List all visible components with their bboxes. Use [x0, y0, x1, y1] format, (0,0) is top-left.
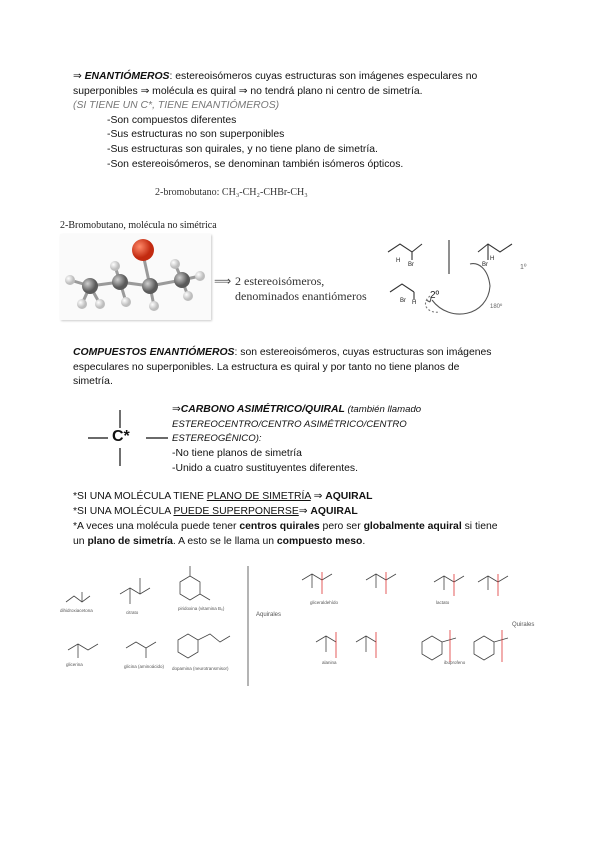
molecule-caption: piridoxina (vitamina B₆)	[178, 606, 225, 611]
chiral-label: Quirales	[512, 622, 535, 628]
molecule-caption: dopamina (neurotransmisor)	[172, 666, 229, 671]
superposable-rule: *SI UNA MOLÉCULA PUEDE SUPERPONERSE⇒ AQUIRAL	[73, 506, 358, 517]
symmetry-plane-rule: *SI UNA MOLÉCULA TIENE PLANO DE SIMETRÍA ⇒ AQUIRAL	[73, 491, 373, 502]
molecule-caption: lactato	[436, 600, 450, 605]
chiral-carbon-note: (SI TIENE UN C*, TIENE ENANTIÓMEROS)	[73, 100, 280, 111]
enantiomeric-compounds-line2: especulares no superponibles. La estructura es quiral y por tanto no tiene planos de	[73, 362, 460, 373]
chiral-carbon-title: CARBONO ASIMÉTRICO/QUIRAL	[180, 404, 345, 415]
meso-explanation-line1: *A veces una molécula puede tener centros quirales pero ser globalmente aquiral si tiene	[73, 521, 498, 532]
bullet-item: -Son estereoisómeros, se denominan también isómeros ópticos.	[107, 159, 404, 170]
br-label: Br	[400, 298, 406, 304]
enantiomeric-compounds-term: COMPUESTOS ENANTIÓMEROS	[73, 347, 235, 358]
molecule-caption: dihidroxiacetona	[60, 608, 93, 613]
rotation-2-label: 2º	[430, 290, 440, 301]
enantiomers-definition-line2: superponibles ⇒ molécula es quiral ⇒ no tendrá plano ni centro de simetría.	[73, 86, 423, 97]
h-label: H	[412, 300, 417, 306]
enantiomeric-compounds-line1: COMPUESTOS ENANTIÓMEROS: son estereoisómeros, cuyas estructuras son imágenes	[73, 347, 492, 358]
bullet-item: -Son compuestos diferentes	[107, 115, 237, 126]
molecule-caption: ibuprofeno	[444, 660, 466, 665]
meso-explanation-line2: un plano de simetría. A esto se le llama un compuesto meso.	[73, 536, 366, 547]
bullet-item: -Sus estructuras son quirales, y no tiene plano de simetría.	[107, 144, 378, 155]
molecule-caption: glicina (aminoácido)	[124, 664, 165, 669]
chiral-carbon-diagram	[88, 408, 168, 468]
molecule-caption: citrato	[126, 610, 139, 615]
molecule-caption: gliceraldehído	[310, 600, 339, 605]
enantiomer-drawings	[370, 234, 530, 324]
enantiomeric-compounds-line3: simetría.	[73, 376, 113, 387]
arrow-to-description: ⟹	[214, 274, 232, 288]
rotation-180-label: 180º	[490, 304, 503, 310]
stereoisomers-desc-line1: 2 estereoisómeros,	[235, 274, 325, 288]
achiral-label: Aquirales	[256, 612, 282, 618]
molecule-caption: glicerina	[66, 662, 83, 667]
enantiomers-definition-line1: ⇒ ENANTIÓMEROS: estereoisómeros cuyas estructuras son imágenes especulares no	[73, 71, 478, 82]
bromobutane-formula: 2-bromobutano: CH₃-CH₂-CHBr-CH₃	[155, 187, 308, 198]
br-label: Br	[408, 262, 414, 268]
bullet-item: -Sus estructuras no son superponibles	[107, 129, 285, 140]
stereoisomers-desc-line2: denominados enantiómeros	[235, 289, 367, 303]
skeletal-structures	[370, 234, 530, 324]
chiral-carbon-title-line: ⇒CARBONO ASIMÉTRICO/QUIRAL (también llamado	[172, 404, 422, 415]
chiral-carbon-property: -Unido a cuatro sustituyentes diferentes.	[172, 463, 358, 474]
rotation-1-label: 1º	[520, 264, 527, 271]
chiral-carbon-property: -No tiene planos de simetría	[172, 448, 302, 459]
molecule-caption: alanina	[322, 660, 337, 665]
bromobutane-caption: 2-Bromobutano, molécula no simétrica	[60, 220, 217, 231]
ball-and-stick-model	[60, 234, 211, 320]
br-label: Br	[482, 262, 488, 268]
chiral-carbon-synonyms-line1: ESTEREOCENTRO/CENTRO ASIMÉTRICO/CENTRO	[172, 419, 407, 430]
enantiomers-term: ENANTIÓMEROS	[84, 71, 170, 82]
chiral-carbon-synonyms-line2: ESTEREOGÉNICO):	[172, 433, 262, 444]
bromobutane-3d-model	[60, 234, 211, 320]
h-label: H	[396, 258, 401, 264]
h-label: H	[490, 256, 495, 262]
chiral-carbon-symbol: C*	[112, 428, 130, 445]
molecule-drawings	[60, 562, 540, 692]
chirality-examples-figure	[60, 562, 540, 692]
